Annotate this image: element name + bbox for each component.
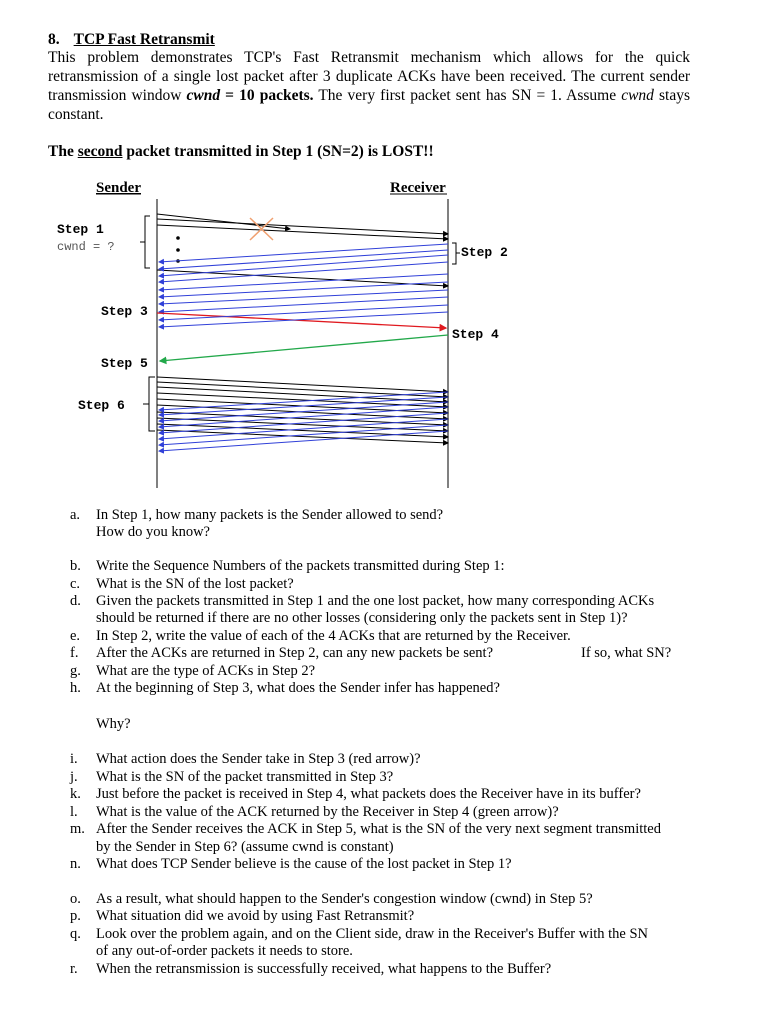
question-label: e. bbox=[70, 628, 81, 644]
step5-label: Step 5 bbox=[101, 356, 148, 371]
question-label: i. bbox=[70, 751, 78, 767]
step1-dot bbox=[176, 248, 180, 252]
question-label: d. bbox=[70, 593, 81, 609]
question-label: b. bbox=[70, 558, 81, 574]
problem-title bbox=[48, 31, 215, 49]
lost-notice-post: packet transmitted in Step 1 (SN=2) is LOST!! bbox=[122, 143, 434, 160]
intro-part2: The very first packet sent has SN = 1. Assume bbox=[313, 87, 622, 104]
intro-part3: stays constant. bbox=[48, 87, 691, 123]
problem-number: 8. bbox=[48, 31, 60, 48]
lost-notice-pre: The bbox=[48, 143, 78, 160]
intro-cwnd-label2: cwnd bbox=[621, 87, 654, 104]
ack-step3 bbox=[159, 312, 448, 327]
question-text: After the ACKs are returned in Step 2, can any new packets be sent? bbox=[96, 645, 494, 661]
lost-notice-emph: second bbox=[77, 143, 123, 160]
question-text: At the beginning of Step 3, what does the Sender infer has happened? bbox=[96, 680, 500, 696]
question-text: Look over the problem again, and on the Client side, draw in the Receiver's Buffer with the SN bbox=[96, 926, 648, 942]
question-label: a. bbox=[70, 507, 81, 523]
question-label: h. bbox=[70, 680, 81, 696]
cwnd-question: cwnd = ? bbox=[57, 240, 115, 254]
question-f-extra: If so, what SN? bbox=[581, 645, 672, 661]
ack-step2 bbox=[159, 297, 448, 312]
ack-step2 bbox=[159, 274, 448, 290]
receiver-label: Receiver bbox=[390, 180, 446, 196]
question-text: In Step 2, write the value of each of the 4 ACKs that are returned by the Receiver. bbox=[96, 628, 571, 644]
lost-notice bbox=[48, 143, 434, 161]
question-text: should be returned if there are no other losses (considering only the packets sent in Step 1)? bbox=[96, 610, 628, 626]
question-label: q. bbox=[70, 926, 81, 942]
ack-green-arrow bbox=[160, 335, 448, 361]
question-text: Write the Sequence Numbers of the packets transmitted during Step 1: bbox=[96, 558, 505, 574]
question-label: c. bbox=[70, 576, 81, 592]
question-label: l. bbox=[70, 804, 78, 820]
question-text: What are the type of ACKs in Step 2? bbox=[96, 663, 316, 679]
question-label: g. bbox=[70, 663, 81, 679]
step6-label: Step 6 bbox=[78, 398, 125, 413]
question-label: f. bbox=[70, 645, 79, 661]
step2-brace bbox=[452, 243, 460, 264]
question-text: What does TCP Sender believe is the cause of the lost packet in Step 1? bbox=[96, 856, 512, 872]
question-text: After the Sender receives the ACK in Step 5, what is the SN of the very next segment transmitted bbox=[96, 821, 661, 837]
step1-brace bbox=[140, 216, 150, 268]
question-label: j. bbox=[70, 769, 78, 785]
timing-diagram bbox=[0, 170, 765, 500]
question-text: How do you know? bbox=[96, 524, 210, 540]
problem-title-text: TCP Fast Retransmit bbox=[73, 31, 215, 48]
question-label: p. bbox=[70, 908, 81, 924]
question-text: In Step 1, how many packets is the Sender allowed to send? bbox=[96, 507, 444, 523]
ack-step2 bbox=[159, 282, 448, 297]
question-label: m. bbox=[70, 821, 85, 837]
step1-dot bbox=[176, 236, 180, 240]
step4-label: Step 4 bbox=[452, 327, 499, 342]
step2-label: Step 2 bbox=[461, 245, 508, 260]
question-text: What is the SN of the packet transmitted in Step 3? bbox=[96, 769, 394, 785]
step1-label: Step 1 bbox=[57, 222, 104, 237]
step3-label: Step 3 bbox=[101, 304, 148, 319]
intro-part1: This problem demonstrates TCP's Fast Retransmit mechanism which allows for the quick retransmission of a single lost packet after 3 duplicate ACKs have been received. The current sender transmission window bbox=[48, 49, 690, 104]
intro-cwnd-value: = 10 packets. bbox=[220, 87, 314, 104]
question-text: Given the packets transmitted in Step 1 and the one lost packet, how many corresponding ACKs bbox=[96, 593, 655, 609]
retransmit-red-arrow bbox=[157, 313, 446, 328]
question-label: k. bbox=[70, 786, 81, 802]
question-text: When the retransmission is successfully received, what happens to the Buffer? bbox=[96, 961, 552, 977]
question-label: n. bbox=[70, 856, 81, 872]
question-text: What situation did we avoid by using Fast Retransmit? bbox=[96, 908, 415, 924]
question-text: of any out-of-order packets it needs to store. bbox=[96, 943, 353, 959]
intro-cwnd-label: cwnd bbox=[186, 87, 221, 104]
question-text: What is the value of the ACK returned by the Receiver in Step 4 (green arrow)? bbox=[96, 804, 559, 820]
question-text: Why? bbox=[96, 716, 131, 732]
step6-brace bbox=[143, 377, 155, 431]
question-text: Just before the packet is received in Step 4, what packets does the Receiver have in its buffer? bbox=[96, 786, 641, 802]
question-label: o. bbox=[70, 891, 81, 907]
question-label: r. bbox=[70, 961, 78, 977]
ack-step3 bbox=[159, 305, 448, 320]
ack-step2 bbox=[159, 290, 448, 304]
question-text: As a result, what should happen to the Sender's congestion window (cwnd) in Step 5? bbox=[96, 891, 593, 907]
question-text: by the Sender in Step 6? (assume cwnd is constant) bbox=[96, 839, 394, 855]
sender-label: Sender bbox=[96, 180, 141, 196]
intro-paragraph bbox=[48, 48, 690, 124]
question-text: What action does the Sender take in Step 3 (red arrow)? bbox=[96, 751, 421, 767]
question-text: What is the SN of the lost packet? bbox=[96, 576, 294, 592]
